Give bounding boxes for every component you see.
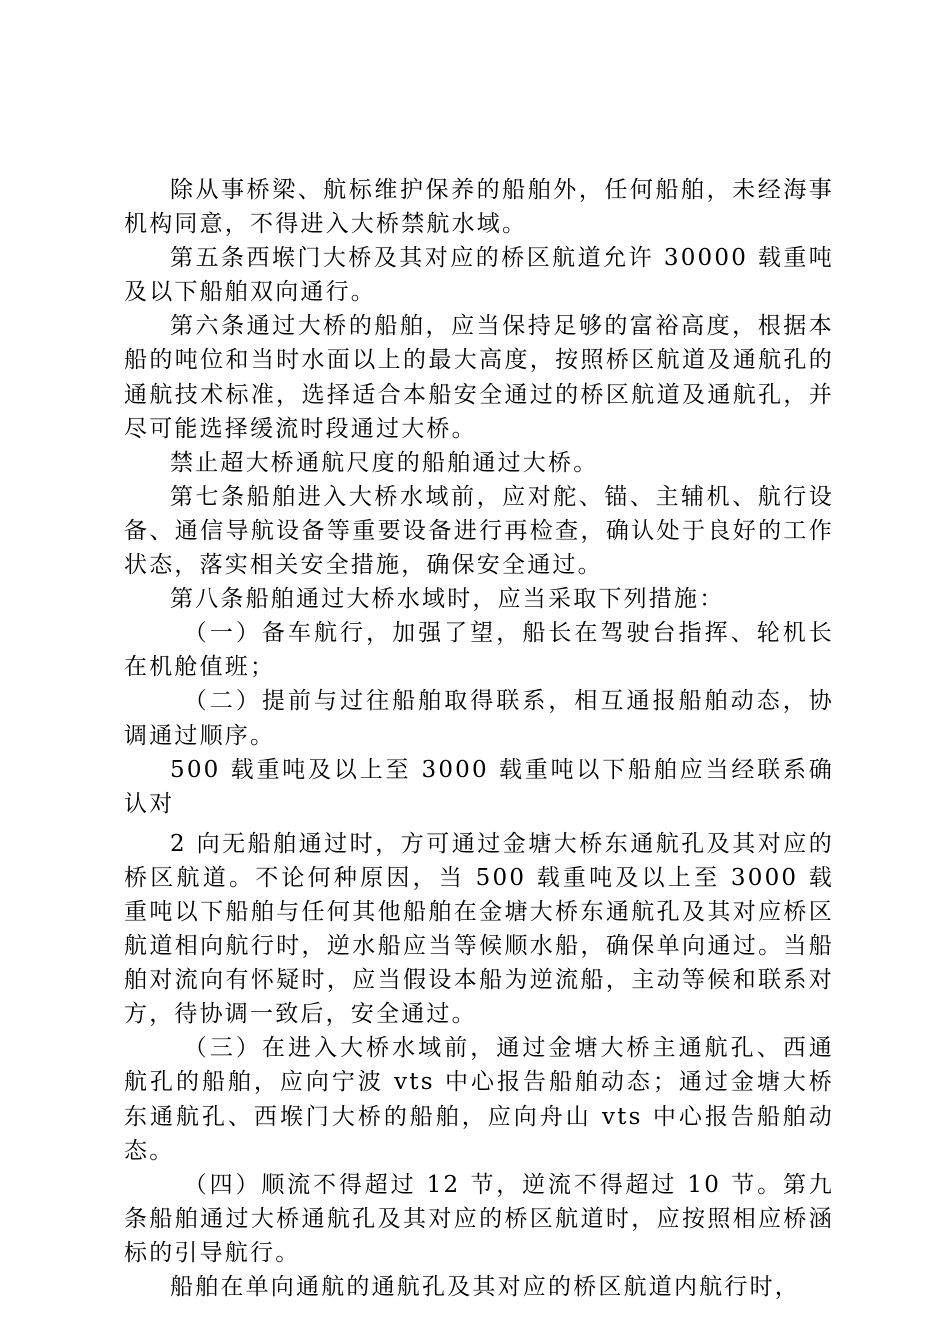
paragraph-measure-1: （一）备车航行，加强了望，船长在驾驶台指挥、轮机长在机舱值班； (124, 620, 834, 681)
paragraph-measure-2: （二）提前与过往船舶取得联系，相互通报船舶动态，协调通过顺序。 (124, 688, 834, 749)
paragraph-measure-4: （四）顺流不得超过 12 节，逆流不得超过 10 节。第九条船舶通过大桥通航孔及其对应的桥区航道时，应按照相应桥涵标的引导航行。 (124, 1171, 834, 1266)
document-body (124, 173, 834, 1304)
paragraph-article-5: 第五条西堠门大桥及其对应的桥区航道允许 30000 载重吨及以下船舶双向通行。 (124, 245, 834, 306)
paragraph-article-6: 第六条通过大桥的船舶，应当保持足够的富裕高度，根据本船的吨位和当时水面以上的最大高度，按照桥区航道及通航孔的通航技术标准，选择适合本船安全通过的桥区航道及通航孔，并尽可能选择缓流时段通过大桥。 (124, 313, 834, 442)
paragraph-article-8: 第八条船舶通过大桥水域时，应当采取下列措施： (170, 586, 725, 613)
paragraph-oversize-prohibited: 禁止超大桥通航尺度的船舶通过大桥。 (170, 449, 599, 476)
paragraph-one-way-passage: 2 向无船舶通过时，方可通过金塘大桥东通航孔及其对应的桥区航道。不论何种原因，当 500 载重吨及以上至 3000 载重吨以下船舶与任何其他船舶在金塘大桥东通航孔及其对应桥区航道相向航行时，逆水船应当等候顺水船，确保单向通过。当船舶对流向有怀疑时，应当假设本船为逆流船，主动等候和联系对方，待协调一致后，安全通过。 (124, 830, 834, 1028)
paragraph-measure-3: （三）在进入大桥水域前，通过金塘大桥主通航孔、西通航孔的船舶，应向宁波 vts 中心报告船舶动态；通过金塘大桥东通航孔、西堠门大桥的船舶，应向舟山 vts 中心报告船舶动态。 (124, 1035, 834, 1164)
paragraph-tonnage-contact: 500 载重吨及以上至 3000 载重吨以下船舶应当经联系确认对 (124, 756, 834, 817)
paragraph-one-way-navigation: 船舶在单向通航的通航孔及其对应的桥区航道内航行时， (170, 1274, 800, 1300)
paragraph-article-7: 第七条船舶进入大桥水域前，应对舵、锚、主辅机、航行设备、通信导航设备等重要设备进行再检查，确认处于良好的工作状态，落实相关安全措施，确保安全通过。 (124, 483, 834, 579)
paragraph-no-entry-without-consent: 除从事桥梁、航标维护保养的船舶外，任何船舶，未经海事机构同意，不得进入大桥禁航水域。 (124, 177, 834, 238)
